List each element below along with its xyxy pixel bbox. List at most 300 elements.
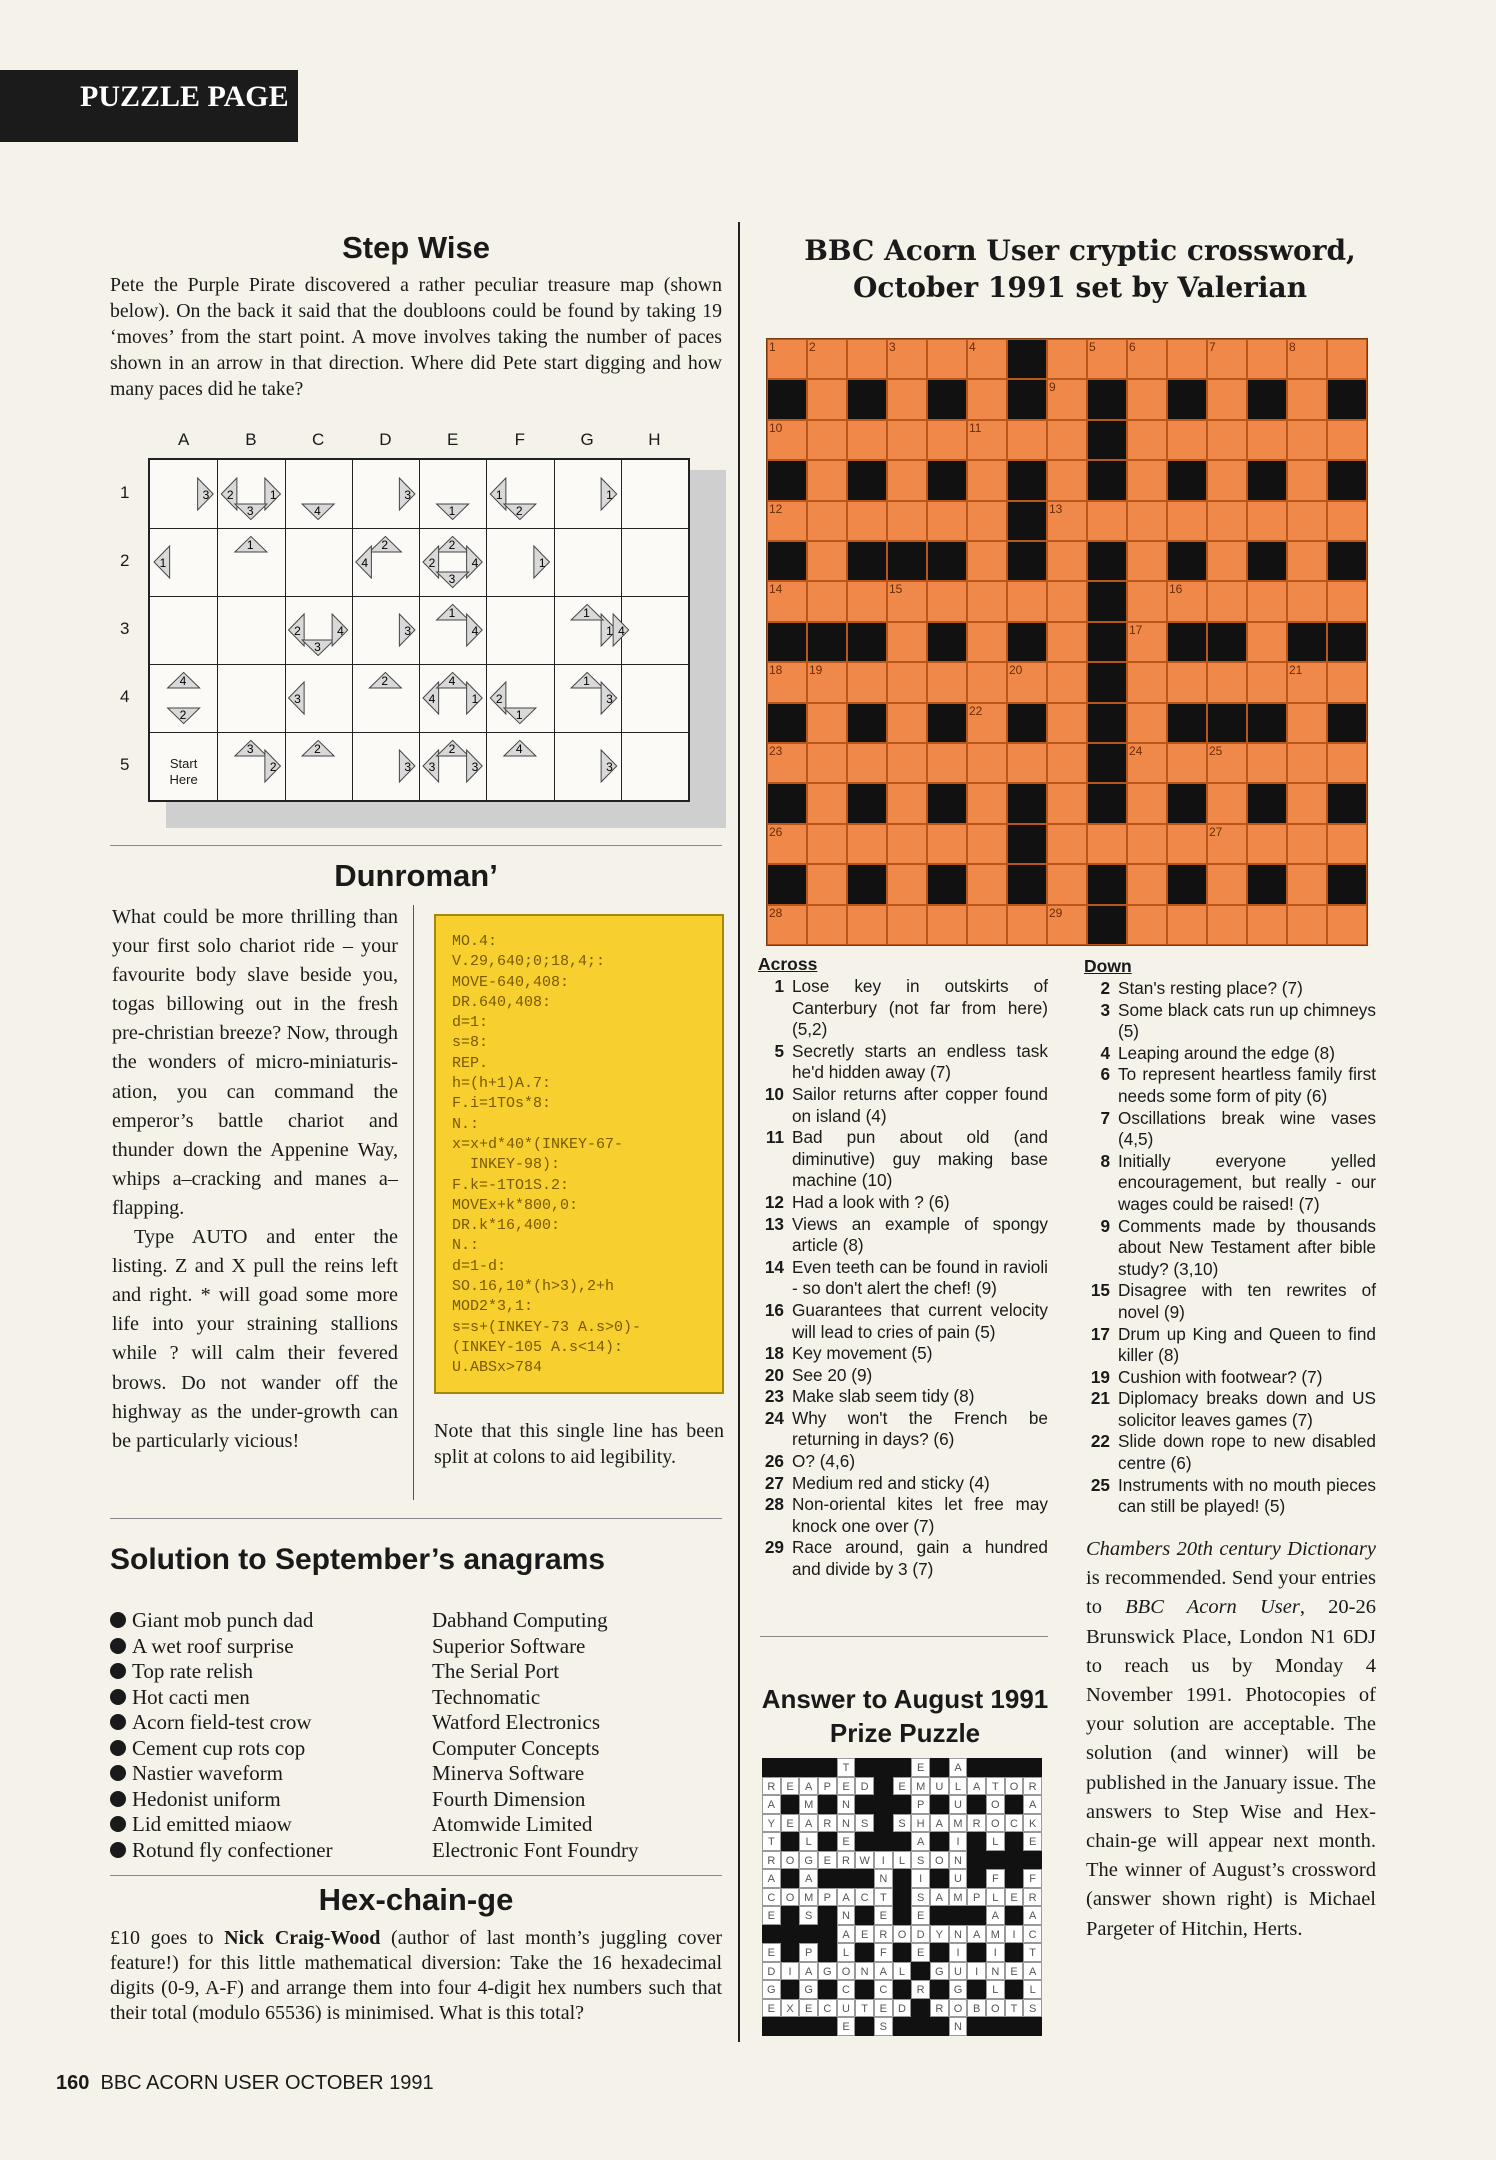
answer-cell: N [874,1869,893,1888]
footer [56,2072,434,2095]
answer-block [799,1925,818,1944]
clue-number: 9 [1100,1215,1110,1236]
crossword-cell[interactable] [1287,501,1327,541]
block-square [1007,541,1047,581]
crossword-cell[interactable] [847,905,887,945]
crossword-cell[interactable] [1207,541,1247,581]
arrow-paces: 1 [606,488,613,502]
crossword-cell[interactable] [887,864,927,904]
crossword-cell[interactable] [1127,703,1167,743]
crossword-cell[interactable] [1247,501,1287,541]
crossword-cell[interactable] [967,783,1007,823]
code-line: REP. [452,1054,489,1072]
anagram-answer: The Serial Port [432,1659,560,1683]
crossword-cell[interactable] [807,541,847,581]
crossword-cell[interactable] [1007,581,1047,621]
crossword-cell[interactable] [1127,864,1167,904]
block-square [767,379,807,419]
divider [110,1875,722,1876]
answer-block [874,1795,893,1814]
block-square [847,864,887,904]
cell-number: 24 [1129,744,1143,758]
crossword-cell[interactable] [967,622,1007,662]
crossword-cell[interactable] [1047,662,1087,702]
crossword-cell[interactable] [847,501,887,541]
crossword-cell[interactable] [1127,905,1167,945]
crossword-cell[interactable] [847,743,887,783]
answer-cell: O [781,1888,800,1907]
crossword-cell[interactable] [1287,743,1327,783]
crossword-cell[interactable] [1247,420,1287,460]
across-clue [758,1214,1048,1257]
crossword-cell[interactable] [1207,662,1247,702]
answer-cell: R [818,1814,837,1833]
answer-block [893,1980,912,1999]
crossword-cell[interactable] [1127,783,1167,823]
block-square [767,703,807,743]
across-clue [758,1365,1048,1387]
crossword-cell[interactable] [1207,379,1247,419]
answer-cell: C [1005,1814,1024,1833]
cell-number: 2 [809,340,816,354]
clue-number: 28 [764,1494,784,1515]
crossword-cell[interactable] [1127,662,1167,702]
crossword-cell[interactable] [967,743,1007,783]
crossword-cell[interactable] [1207,420,1247,460]
crossword-cell[interactable] [1127,501,1167,541]
bullet-icon [110,1612,126,1628]
crossword-cell[interactable] [1167,501,1207,541]
answer-cell: A [1023,1906,1042,1925]
answer-cell: A [967,1777,986,1796]
across-clue [758,976,1048,1041]
crossword-cell[interactable] [1327,339,1367,379]
answer-block [911,1962,930,1981]
crossword-cell[interactable] [1087,824,1127,864]
crossword-cell[interactable] [1327,824,1367,864]
anagram-row [110,1634,722,1660]
crossword-cell[interactable] [1047,703,1087,743]
crossword-cell[interactable] [1047,541,1087,581]
crossword-cell[interactable] [1167,339,1207,379]
crossword-cell[interactable] [1127,824,1167,864]
stepwise-title: Step Wise [342,230,490,265]
crossword-cell[interactable] [887,662,927,702]
down-heading: Down [1084,956,1132,976]
clue-text: Race around, gain a hundred and divide by 3 (7) [792,1537,1048,1580]
down-clue [1084,978,1376,1000]
answer-block [855,1758,874,1777]
arrow-paces: 3 [428,760,436,774]
crossword-cell[interactable] [807,783,847,823]
clue-number: 27 [764,1472,784,1493]
answer-cell: L [949,1777,968,1796]
crossword-cell[interactable] [1327,501,1367,541]
cell-number: 10 [769,420,783,435]
across-clue [758,1343,1048,1365]
arrow-paces: 4 [314,504,321,518]
down-clue [1084,1475,1376,1518]
footer-masthead: BBC ACORN USER OCTOBER 1991 [100,2072,434,2094]
answer-cell: D [911,1925,930,1944]
cell-number: 16 [1169,582,1183,597]
across-clues [758,976,1048,1581]
answer-cell: R [911,1980,930,1999]
answer-cell: G [799,1851,818,1870]
page-number: 160 [56,2072,90,2094]
crossword-cell[interactable] [927,905,967,945]
crossword-cell[interactable] [807,743,847,783]
answer-cell: A [837,1925,856,1944]
answer-block [1005,1943,1024,1962]
clue-text: Disagree with ten rewrites of novel (9) [1118,1280,1376,1322]
crossword-cell[interactable] [1047,783,1087,823]
answer-cell: A [911,1832,930,1851]
crossword-cell[interactable] [1047,420,1087,460]
anagram-clue [110,1685,432,1711]
crossword-cell[interactable] [1007,743,1047,783]
crossword-cell[interactable] [1287,581,1327,621]
answer-block [1023,1758,1042,1777]
answer-cell: O [837,1962,856,1981]
crossword-cell[interactable] [1247,824,1287,864]
dunroman-title: Dunroman’ [334,858,498,893]
arrow-paces: 1 [448,504,456,518]
crossword-cell[interactable] [967,864,1007,904]
crossword-cell[interactable] [967,379,1007,419]
crossword-cell[interactable] [807,581,847,621]
answer-cell: D [893,1999,912,2018]
crossword-cell[interactable] [1007,905,1047,945]
crossword-cell[interactable] [1287,824,1327,864]
cell-number: 28 [769,905,783,920]
answer-block [1005,1795,1024,1814]
answer-cell: I [986,1943,1005,1962]
crossword-cell[interactable] [1047,339,1087,379]
anagram-clue [110,1812,432,1838]
answer-cell: G [930,1962,949,1981]
answer-cell: U [949,1795,968,1814]
map-grid [148,458,690,802]
answer-cell: E [781,1777,800,1796]
answer-cell: E [874,1906,893,1925]
crossword-cell[interactable] [1287,864,1327,904]
crossword-cell[interactable] [1047,743,1087,783]
crossword-cell[interactable] [807,420,847,460]
crossword-cell[interactable] [1047,460,1087,500]
block-square [767,541,807,581]
cell-number: 13 [1049,501,1063,516]
crossword-cell[interactable] [1247,662,1287,702]
crossword-cell[interactable] [1207,460,1247,500]
crossword-cell[interactable] [1047,864,1087,904]
answer-cell: G [799,1980,818,1999]
crossword-cell[interactable] [807,379,847,419]
crossword-cell[interactable] [847,339,887,379]
crossword-cell[interactable] [927,501,967,541]
crossword-cell[interactable] [927,339,967,379]
answer-block [799,1758,818,1777]
clue-number: 23 [764,1386,784,1407]
anagram-row [110,1608,722,1634]
answer-block [781,2017,800,2036]
answer-block [967,1758,986,1777]
answer-block [893,1906,912,1925]
block-square [1167,703,1207,743]
crossword-cell[interactable] [1047,581,1087,621]
crossword-cell[interactable] [1287,905,1327,945]
answer-block [818,2017,837,2036]
answer-block [781,1925,800,1944]
answer-cell: N [837,1814,856,1833]
column-divider [738,222,740,2042]
crossword-cell[interactable] [847,824,887,864]
block-square [1287,622,1327,662]
crossword-cell[interactable] [1167,905,1207,945]
answer-cell: E [855,1925,874,1944]
answer-cell: O [986,1999,1005,2018]
anagram-row [110,1761,722,1787]
answer-cell: L [986,1832,1005,1851]
arrow-paces: 1 [495,488,503,502]
answer-block [949,1906,968,1925]
crossword-cell[interactable] [1127,541,1167,581]
crossword-cell[interactable] [847,662,887,702]
crossword-cell[interactable] [967,541,1007,581]
block-square [1087,783,1127,823]
crossword-cell[interactable] [967,824,1007,864]
clue-number: 5 [774,1040,784,1061]
code-line: x=x+d*40*(INKEY-67- [452,1135,624,1153]
block-square [1247,864,1287,904]
crossword-cell[interactable] [807,824,847,864]
cell-number: 18 [769,663,783,678]
cell-number: 1 [769,340,776,354]
answer-cell: X [781,1999,800,2018]
crossword-cell[interactable] [1247,743,1287,783]
answer-block [762,1925,781,1944]
anagram-clue-text: Hot cacti men [132,1684,250,1709]
bullet-icon [110,1791,126,1807]
clue-text: Slide down rope to new disabled centre (6) [1118,1431,1376,1474]
block-square [1007,339,1047,379]
block-square [927,864,967,904]
answer-cell: S [911,1851,930,1870]
clue-number: 24 [764,1407,784,1428]
answer-cell: R [967,1814,986,1833]
code-line: N.: [452,1237,480,1255]
crossword-cell[interactable] [887,905,927,945]
answer-block [967,1869,986,1888]
dunroman-rule [413,905,414,1500]
answer-title-line1: Answer to August 1991 [761,1684,1049,1714]
crossword-cell[interactable] [1127,379,1167,419]
crossword-cell[interactable] [927,743,967,783]
bullet-icon [110,1714,126,1730]
answer-block [930,1906,949,1925]
crossword-cell[interactable] [1247,905,1287,945]
answer-cell: N [949,1851,968,1870]
arrow-paces: 3 [202,488,210,502]
block-square [1327,460,1367,500]
across-clue [758,1494,1048,1537]
crossword-cell[interactable] [1247,581,1287,621]
crossword-cell[interactable] [1127,460,1167,500]
code-line: (INKEY-105 A.s<14): [452,1338,624,1356]
answer-block [781,1758,800,1777]
clue-number: 1 [774,976,784,996]
crossword-cell[interactable] [967,905,1007,945]
arrow-paces: 3 [606,760,613,774]
crossword-cell[interactable] [1287,783,1327,823]
down-clue [1084,1431,1376,1474]
crossword-cell[interactable] [887,743,927,783]
block-square [1167,864,1207,904]
block-square [1087,379,1127,419]
arrow-paces: 3 [404,760,412,774]
crossword-cell[interactable] [927,420,967,460]
code-line: MOVE-640,408: [452,973,570,991]
crossword-cell[interactable] [847,420,887,460]
anagram-row [110,1838,722,1864]
crossword-cell[interactable] [1247,339,1287,379]
crossword-cell[interactable] [807,905,847,945]
block-square [1007,460,1047,500]
crossword-cell[interactable] [927,581,967,621]
crossword-cell[interactable] [1287,379,1327,419]
crossword-cell[interactable] [1287,420,1327,460]
arrow-paces: 1 [269,488,277,502]
crossword-cell[interactable] [1167,824,1207,864]
answer-cell: N [837,1906,856,1925]
crossword-cell[interactable] [1327,743,1367,783]
anagrams-title: Solution to September’s anagrams [110,1543,606,1576]
crossword-cell[interactable] [1007,420,1047,460]
crossword-cell[interactable] [887,460,927,500]
crossword-cell[interactable] [1287,703,1327,743]
crossword-cell[interactable] [887,420,927,460]
crossword-cell[interactable] [1207,501,1247,541]
crossword-cell[interactable] [967,581,1007,621]
arrow-paces: 1 [583,674,590,688]
clue-number: 29 [764,1537,784,1558]
arrow-paces: 4 [471,624,479,638]
crossword-cell[interactable] [1087,501,1127,541]
crossword-cell[interactable] [1047,824,1087,864]
answer-block [893,1758,912,1777]
crossword-cell[interactable] [1207,783,1247,823]
answer-cell: R [762,1777,781,1796]
crossword-cell[interactable] [807,864,847,904]
answer-cell: Y [762,1814,781,1833]
crossword-cell[interactable] [927,824,967,864]
crossword-cell[interactable] [1207,864,1247,904]
answer-cell: O [949,1999,968,2018]
crossword-cell[interactable] [1327,905,1367,945]
crossword-cell[interactable] [1287,460,1327,500]
crossword-cell[interactable] [927,662,967,702]
answer-cell: P [818,1777,837,1796]
crossword-cell[interactable] [807,703,847,743]
down-clue [1084,1324,1376,1367]
clue-text: Stan's resting place? (7) [1118,978,1303,998]
answer-cell: I [781,1962,800,1981]
clue-text: Even teeth can be found in ravioli - so don't alert the chef! (9) [792,1256,1048,1299]
answer-block [967,2017,986,2036]
crossword-cell[interactable] [807,460,847,500]
answer-cell: M [799,1888,818,1907]
crossword-cell[interactable] [887,501,927,541]
stepwise-body: Pete the Purple Pirate discovered a rather peculiar treasure map (shown below). On the back it said that the doubloons could be found by taking 19 ‘moves’ from the start point. A move involves taking the number of paces shown in an arrow in that direction. Where did Pete start digging and how many paces did he take? [110,274,722,400]
column-label: C [311,430,325,449]
clue-text: See 20 (9) [792,1364,873,1385]
crossword-cell[interactable] [1287,541,1327,581]
answer-block [855,1980,874,1999]
crossword-cell[interactable] [967,501,1007,541]
crossword-cell[interactable] [1167,662,1207,702]
across-clue [758,1386,1048,1408]
cell-number: 3 [889,340,896,354]
crossword-cell[interactable] [1167,743,1207,783]
answer-cell: T [1005,1999,1024,2018]
code-line: MOVEx+k*800,0: [452,1196,579,1214]
arrow-paces: 1 [159,556,167,570]
clue-text: Cushion with footwear? (7) [1118,1366,1323,1387]
answer-cell: E [911,1758,930,1777]
column-label: H [648,430,661,449]
crossword-cell[interactable] [887,783,927,823]
crossword-cell[interactable] [967,460,1007,500]
answer-cell: A [1023,1962,1042,1981]
crossword-cell[interactable] [1167,420,1207,460]
crossword-cell[interactable] [887,703,927,743]
answer-cell: F [874,1943,893,1962]
block-square [1007,622,1047,662]
answer-cell: U [930,1777,949,1796]
block-square [767,622,807,662]
answer-cell: T [874,1888,893,1907]
answer-cell: T [837,1758,856,1777]
crossword-cell[interactable] [887,622,927,662]
crossword-cell[interactable] [1047,622,1087,662]
crossword-cell[interactable] [1207,905,1247,945]
arrow-paces: 3 [246,504,254,518]
crossword-cell[interactable] [967,662,1007,702]
hexchain-body [110,1926,722,2026]
crossword-cell[interactable] [1247,622,1287,662]
crossword-cell[interactable] [1207,581,1247,621]
arrow-paces: 3 [448,572,456,586]
answer-block [967,1906,986,1925]
crossword-cell[interactable] [1327,662,1367,702]
closing-text [1086,1535,1376,1944]
arrow-paces: 4 [179,674,187,688]
anagram-clue-text: Giant mob punch dad [132,1608,314,1632]
crossword-cell[interactable] [1127,581,1167,621]
crossword-cell[interactable] [807,501,847,541]
block-square [1207,703,1247,743]
anagram-answer: Electronic Font Foundry [432,1837,639,1862]
clue-number: 20 [764,1364,784,1385]
down-clue [1084,1388,1376,1431]
crossword-cell[interactable] [1127,420,1167,460]
crossword-cell[interactable] [887,379,927,419]
cell-number: 17 [1129,622,1143,637]
crossword-cell[interactable] [887,824,927,864]
crossword-cell[interactable] [1327,420,1367,460]
crossword-cell[interactable] [1327,581,1367,621]
crossword-cell[interactable] [847,581,887,621]
